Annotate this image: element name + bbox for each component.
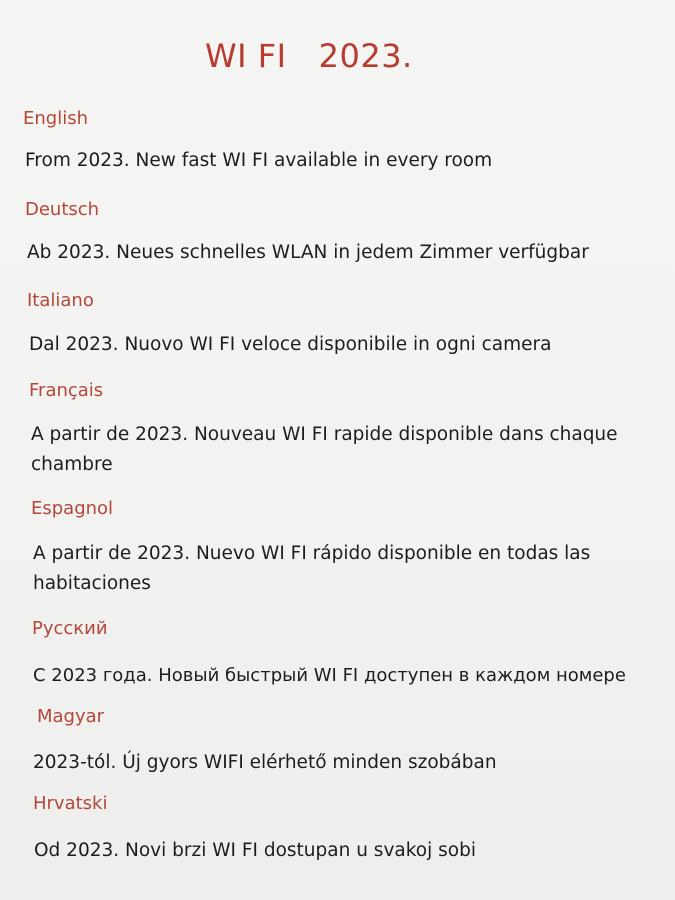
notice-text-russkiy: С 2023 года. Новый быстрый WI FI доступен в каждом номере [33,665,626,686]
language-heading-francais: Français [29,380,104,401]
page-title: WI FI 2023. [205,37,413,75]
language-heading-deutsch: Deutsch [25,199,100,220]
language-heading-russkiy: Русский [32,618,108,639]
language-heading-hrvatski: Hrvatski [33,793,108,814]
language-heading-magyar: Magyar [37,706,105,727]
notice-text-deutsch: Ab 2023. Neues schnelles WLAN in jedem Zimmer verfügbar [27,242,589,263]
language-heading-espagnol: Espagnol [31,498,114,519]
notice-text-espagnol: A partir de 2023. Nuevo WI FI rápido disponible en todas las habitaciones [33,543,591,594]
language-heading-italiano: Italiano [27,290,94,311]
notice-text-italiano: Dal 2023. Nuovo WI FI veloce disponibile in ogni camera [29,334,552,355]
notice-text-francais: A partir de 2023. Nouveau WI FI rapide disponible dans chaque chambre [31,424,618,475]
notice-text-hrvatski: Od 2023. Novi brzi WI FI dostupan u svakoj sobi [34,840,476,861]
notice-text-english: From 2023. New fast WI FI available in every room [25,150,493,171]
notice-text-magyar: 2023-tól. Új gyors WIFI elérhető minden szobában [33,752,497,773]
language-heading-english: English [23,108,88,129]
